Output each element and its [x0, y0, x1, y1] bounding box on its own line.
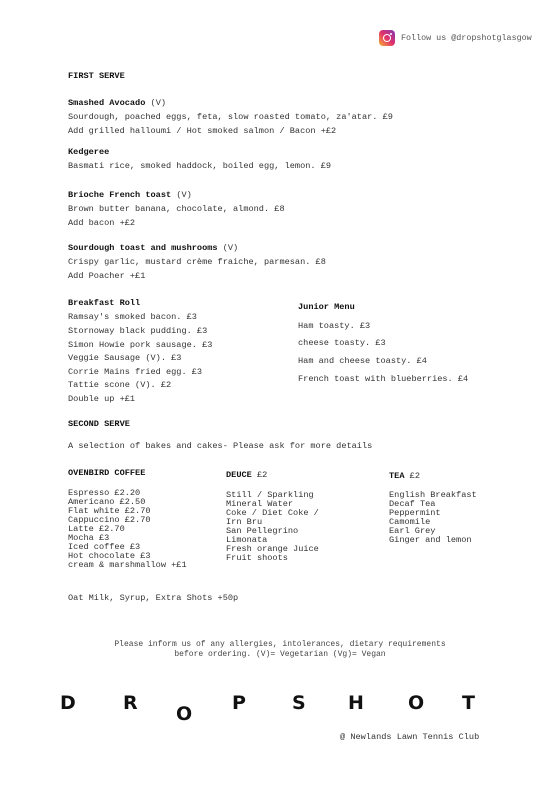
second-serve-desc: A selection of bakes and cakes- Please ask for more details [68, 441, 373, 451]
list-item: Ham toasty. £3 [298, 321, 371, 331]
logo-letter: O [176, 703, 193, 725]
sourdough-title [68, 243, 238, 254]
list-item: Tattie scone (V). £2 [68, 380, 172, 390]
list-item: Limonata [226, 535, 268, 545]
kedgeree-desc: Basmati rice, smoked haddock, boiled egg, lemon. £9 [68, 161, 332, 171]
list-item: cream & marshmallow +£1 [68, 560, 187, 570]
list-item: French toast with blueberries. £4 [298, 374, 469, 384]
smashed-avocado-desc: Sourdough, poached eggs, feta, slow roasted tomato, za'atar. £9 [68, 112, 393, 122]
deuce-heading [226, 470, 267, 481]
extras-line: Oat Milk, Syrup, Extra Shots +50p [68, 593, 239, 603]
list-item: Hot chocolate £3 [68, 551, 151, 561]
list-item: Fruit shoots [226, 553, 288, 563]
item-name: Brioche French toast [68, 190, 172, 200]
list-item: Earl Grey [389, 526, 436, 536]
follow-us-link[interactable] [379, 30, 532, 46]
breakfast-roll-heading: Breakfast Roll [68, 298, 141, 308]
logo-letter: H [348, 692, 364, 714]
list-item: Espresso £2.20 [68, 488, 141, 498]
brioche-add: Add bacon +£2 [68, 218, 136, 228]
list-item: San Pellegrino [226, 526, 299, 536]
list-item: Double up +£1 [68, 394, 136, 404]
list-item: Americano £2.50 [68, 497, 146, 507]
logo-letter: T [462, 692, 475, 714]
list-item: Irn Bru [226, 517, 263, 527]
sourdough-add: Add Poacher +£1 [68, 271, 146, 281]
list-item: Simon Howie pork sausage. £3 [68, 340, 213, 350]
junior-menu-heading: Junior Menu [298, 302, 355, 312]
sourdough-desc: Crispy garlic, mustard crème fraiche, parmesan. £8 [68, 257, 326, 267]
coffee-heading: OVENBIRD COFFEE [68, 468, 146, 478]
list-item: Mocha £3 [68, 533, 110, 543]
list-item: Latte £2.70 [68, 524, 125, 534]
follow-text: Follow us @dropshotglasgow [401, 33, 532, 43]
instagram-icon [379, 30, 395, 46]
kedgeree-title: Kedgeree [68, 147, 110, 157]
list-item: Camomile [389, 517, 431, 527]
list-item: Iced coffee £3 [68, 542, 141, 552]
second-serve-heading: SECOND SERVE [68, 419, 130, 429]
deuce-title: DEUCE [226, 470, 252, 480]
smashed-avocado-title [68, 98, 166, 109]
list-item: Decaf Tea [389, 499, 436, 509]
list-item: Veggie Sausage (V). £3 [68, 353, 182, 363]
deuce-price: £2 [256, 470, 268, 480]
tea-price: £2 [409, 471, 420, 481]
list-item: Ramsay's smoked bacon. £3 [68, 312, 197, 322]
logo-letter: D [60, 692, 76, 714]
list-item: Peppermint [389, 508, 441, 518]
tea-heading [389, 471, 420, 482]
list-item: Fresh orange Juice [226, 544, 319, 554]
list-item: English Breakfast [389, 490, 477, 500]
venue-line: @ Newlands Lawn Tennis Club [340, 732, 480, 742]
logo-letter: P [232, 692, 246, 714]
logo-letter: O [408, 692, 425, 714]
brioche-desc: Brown butter banana, chocolate, almond. £8 [68, 204, 285, 214]
allergy-note: Please inform us of any allergies, intolerances, dietary requirements before ordering. (V)= Vegetarian (Vg)= Vegan [114, 640, 446, 659]
list-item: Corrie Mains fried egg. £3 [68, 367, 203, 377]
list-item: Coke / Diet Coke / [226, 508, 319, 518]
list-item: Flat white £2.70 [68, 506, 151, 516]
brioche-title [68, 190, 192, 201]
logo-letter: R [123, 692, 138, 714]
item-name: Smashed Avocado [68, 98, 146, 108]
dropshot-logo [60, 692, 480, 725]
first-serve-heading: FIRST SERVE [68, 71, 125, 81]
list-item: Still / Sparkling [226, 490, 314, 500]
list-item: cheese toasty. £3 [298, 338, 386, 348]
item-name: Sourdough toast and mushrooms [68, 243, 218, 253]
list-item: Mineral Water [226, 499, 294, 509]
logo-letter: S [292, 692, 306, 714]
veg-tag: (V) [150, 98, 167, 108]
veg-tag: (V) [222, 243, 239, 253]
veg-tag: (V) [176, 190, 192, 200]
list-item: Stornoway black pudding. £3 [68, 326, 208, 336]
list-item: Ham and cheese toasty. £4 [298, 356, 427, 366]
list-item: Ginger and lemon [389, 535, 472, 545]
tea-title: TEA [389, 471, 405, 481]
list-item: Cappuccino £2.70 [68, 515, 151, 525]
smashed-avocado-add: Add grilled halloumi / Hot smoked salmon / Bacon +£2 [68, 126, 337, 136]
